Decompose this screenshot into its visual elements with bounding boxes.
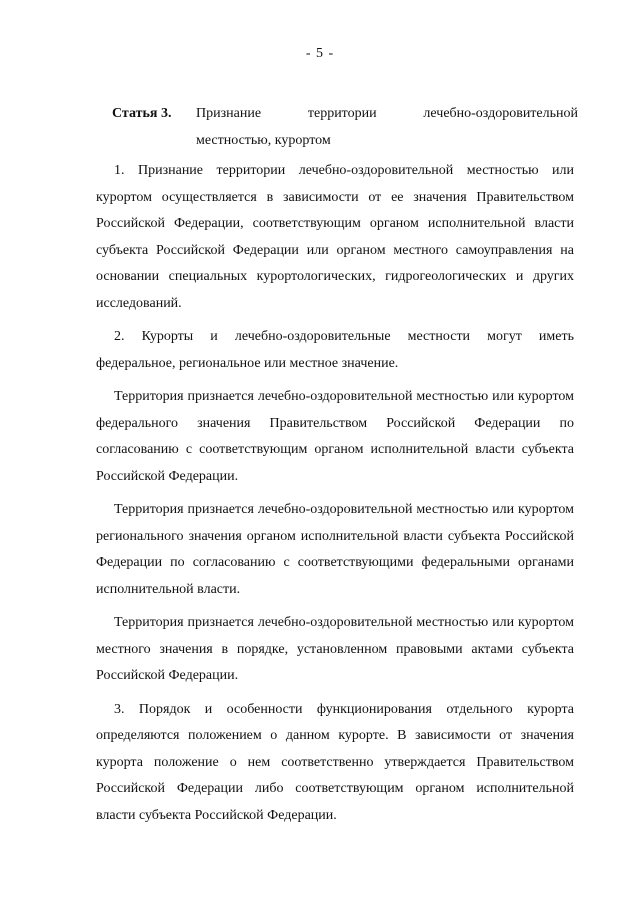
paragraph-2: 2. Курорты и лечебно-оздоровительные местности могут иметь федеральное, региональное или местное значение.	[96, 329, 574, 371]
paragraph-4: Территория признается лечебно-оздоровительной местностью или курортом регионального значения органом исполнительной власти субъекта Российской Федерации по согласованию с соответствующими федеральными органами исполнительной власти.	[96, 502, 574, 597]
article-title-line-2: местностью, курортом	[196, 133, 331, 148]
page-number: - 5 -	[305, 46, 335, 61]
article-body	[96, 158, 574, 836]
paragraph-1: 1. Признание территории лечебно-оздоровительной местностью или курортом осуществляется в зависимости от ее значения Правительством Российской Федерации, соответствующим органом исполнительной власти субъекта Российской Федерации или органом местного самоуправления на основании специальных курортологических, гидрогеологических и других исследований.	[96, 163, 574, 311]
article-heading	[112, 100, 578, 154]
paragraph-3: Территория признается лечебно-оздоровительной местностью или курортом федерального значения Правительством Российской Федерации по согласованию с соответствующим органом исполнительной власти субъекта Российской Федерации.	[96, 389, 574, 484]
article-title-line-1: Признание территории лечебно-оздоровительной	[196, 106, 578, 121]
article-number: Статья 3.	[112, 106, 172, 121]
paragraph-5: Территория признается лечебно-оздоровительной местностью или курортом местного значения в порядке, установленном правовыми актами субъекта Российской Федерации.	[96, 615, 574, 683]
article-title	[196, 100, 578, 154]
paragraph-6: 3. Порядок и особенности функционирования отдельного курорта определяются положением о данном курорте. В зависимости от значения курорта положение о нем соответственно утверждается Правительством Российской Федерации либо соответствующим органом исполнительной власти субъекта Российской Федерации.	[96, 701, 574, 823]
